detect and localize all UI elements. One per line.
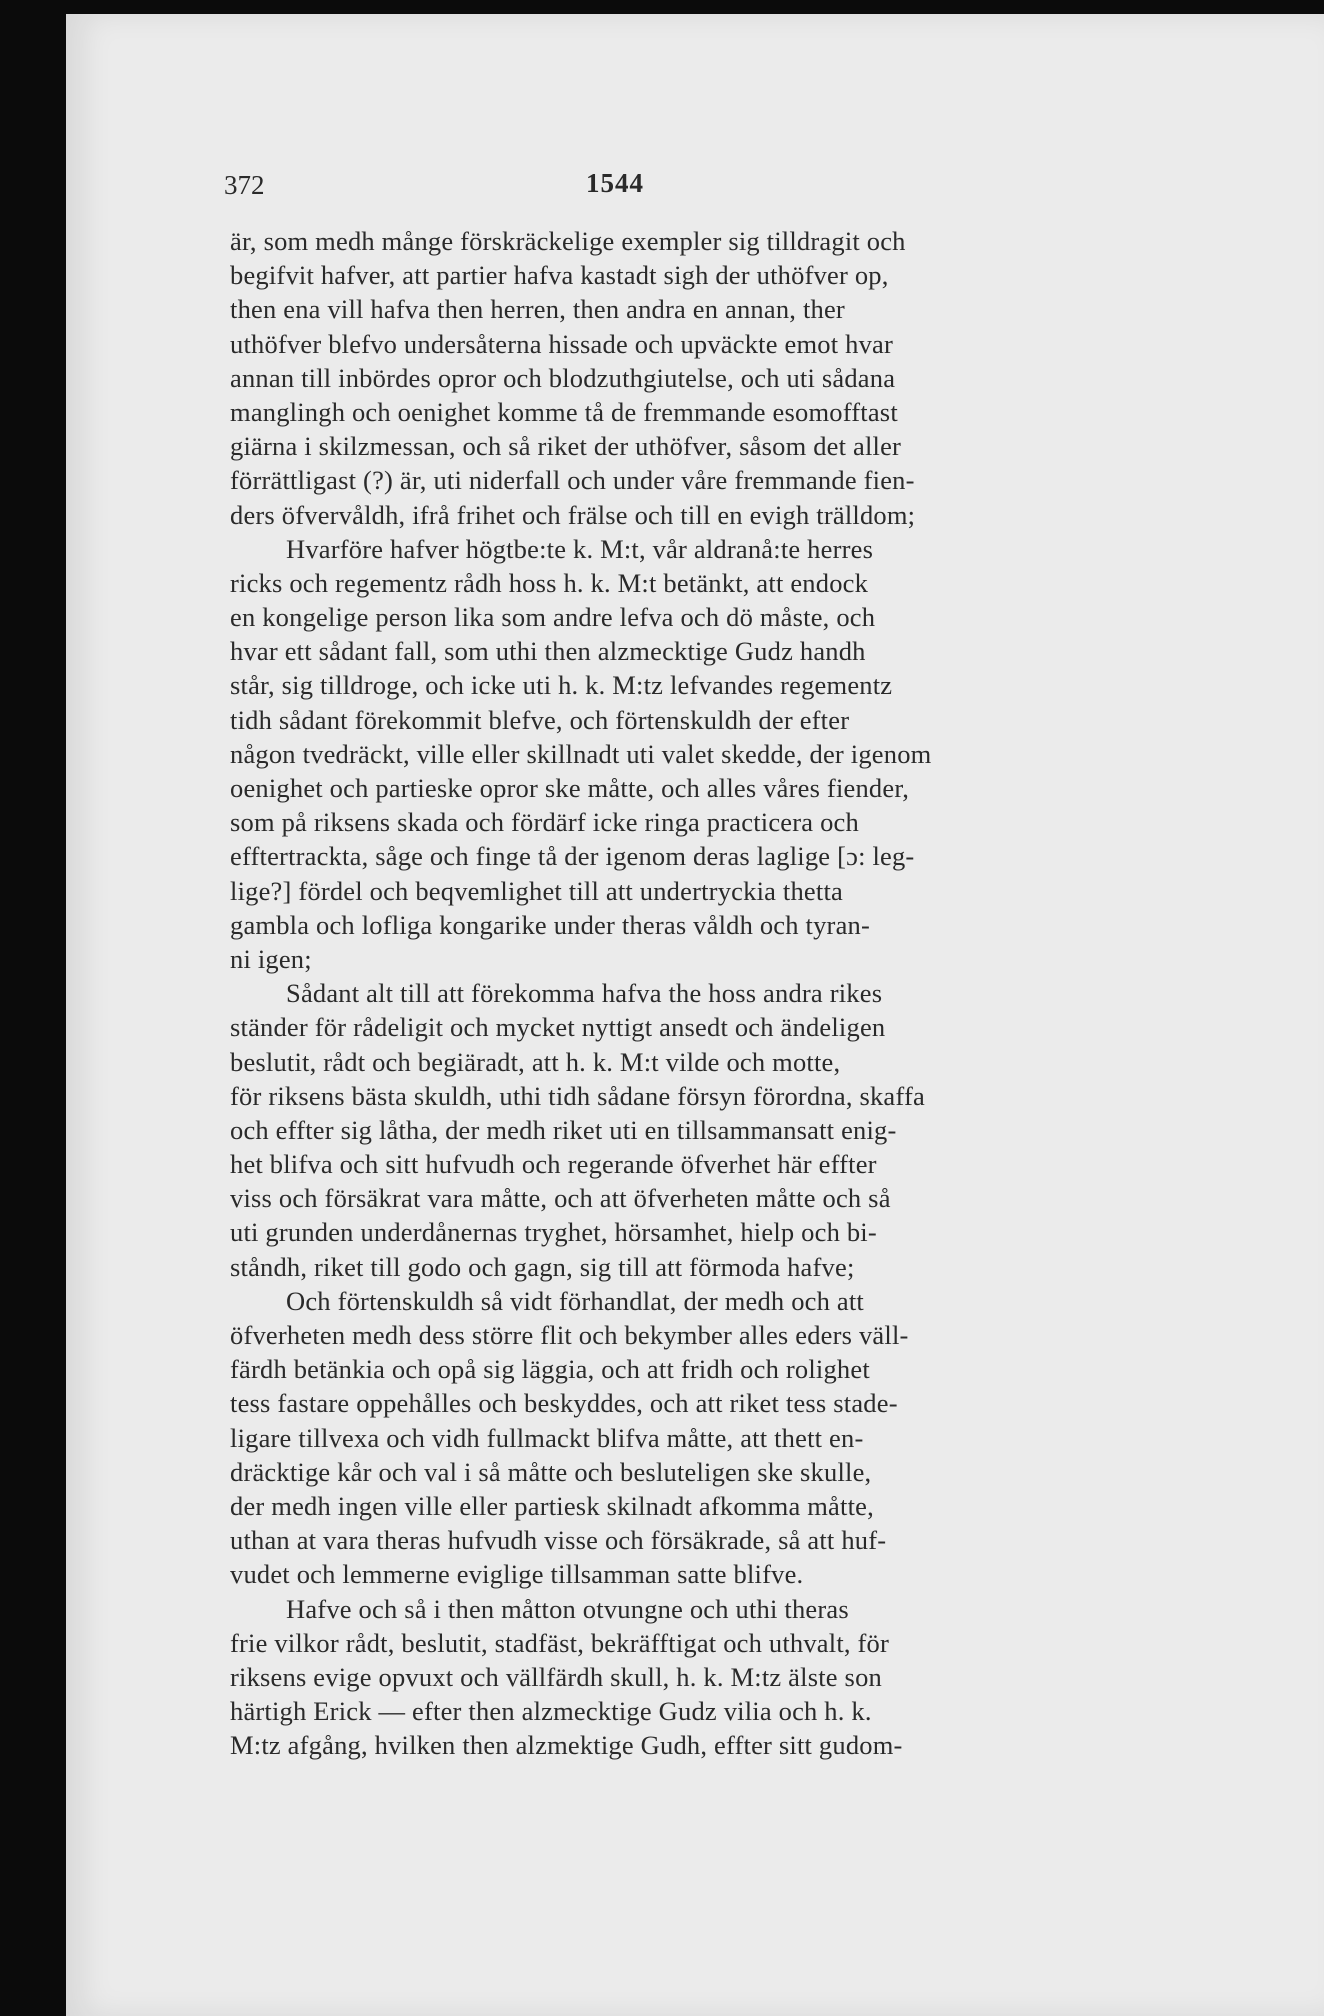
text-line: uthöfver blefvo undersåterna hissade och upväckte emot hvar [230, 328, 894, 359]
text-line: för riksens bästa skuldh, uthi tidh sådane försyn förordna, skaffa [230, 1080, 925, 1111]
text-line: viss och försäkrat vara måtte, och att öfverheten måtte och så [230, 1183, 891, 1214]
text-line: hvar ett sådant fall, som uthi then alzmecktige Gudz handh [230, 636, 866, 667]
text-line: ståndh, riket till godo och gagn, sig till att förmoda hafve; [230, 1251, 855, 1282]
text-line: manglingh och oenighet komme tå de fremmande esomofftast [230, 396, 898, 427]
text-line: der medh ingen ville eller partiesk skilnadt afkomma måtte, [230, 1490, 874, 1521]
text-line: uti grunden underdånernas tryghet, hörsamhet, hielp och bi- [230, 1217, 877, 1248]
text-line: står, sig tilldroge, och icke uti h. k. M:tz lefvandes regementz [230, 670, 893, 701]
text-line: ni igen; [230, 943, 312, 974]
text-line: ständer för rådeligit och mycket nyttigt ansedt och ändeligen [230, 1012, 886, 1043]
text-line: en kongelige person lika som andre lefva och dö måste, och [230, 602, 876, 633]
text-line: ligare tillvexa och vidh fullmackt blifva måtte, att thett en- [230, 1422, 864, 1453]
text-line: annan till inbördes opror och blodzuthgiutelse, och uti sådana [230, 362, 896, 393]
text-line: någon tvedräckt, ville eller skillnadt uti valet skedde, der igenom [230, 738, 932, 769]
text-line: tidh sådant förekommit blefve, och förtenskuldh der efter [230, 704, 850, 735]
running-head-year: 1544 [586, 168, 644, 198]
text-line: lige?] fördel och beqvemlighet till att undertryckia thetta [230, 875, 843, 906]
text-line: M:tz afgång, hvilken then alzmektige Gudh, effter sitt gudom- [230, 1730, 903, 1761]
text-line: är, som medh månge förskräckelige exempler sig tilldragit och [230, 226, 906, 256]
text-line: begifvit hafver, att partier hafva kastadt sigh der uthöfver op, [230, 260, 889, 291]
text-line: gambla och lofliga kongarike under theras våldh och tyran- [230, 909, 871, 940]
text-line: oenighet och partieske opror ske måtte, och alles våres fiender, [230, 773, 910, 803]
text-line: Hvarföre hafver högtbe:te k. M:t, vår aldranå:te herres [286, 533, 874, 564]
text-line: tess fastare oppehålles och beskyddes, och att riket tess stade- [230, 1388, 898, 1419]
text-line: Och förtenskuldh så vidt förhandlat, der medh och att [286, 1285, 864, 1316]
text-line: giärna i skilzmessan, och så riket der uthöfver, såsom det aller [230, 431, 902, 462]
text-line: och effter sig låtha, der medh riket uti en tillsammansatt enig- [230, 1114, 897, 1145]
text-line: förrättligast (?) är, uti niderfall och under våre fremmande fien- [230, 465, 915, 496]
text-line: Hafve och så i then måtton otvungne och uthi theras [286, 1593, 849, 1624]
text-line: ders öfvervåldh, ifrå frihet och frälse och till en evigh trälldom; [230, 499, 916, 530]
text-line: riksens evige opvuxt och vällfärdh skull, h. k. M:tz älste son [230, 1661, 882, 1692]
text-line: then ena vill hafva then herren, then andra en annan, ther [230, 294, 845, 325]
text-line: öfverheten medh dess större flit och bekymber alles eders väll- [230, 1320, 909, 1350]
page-number: 372 [224, 170, 265, 200]
text-line: dräcktige kår och val i så måtte och besluteligen ske skulle, [230, 1456, 872, 1487]
text-line: vudet och lemmerne eviglige tillsamman satte blifve. [230, 1559, 804, 1590]
text-line: uthan at vara theras hufvudh visse och försäkrade, så att huf- [230, 1525, 887, 1556]
text-line: som på riksens skada och fördärf icke ringa practicera och [230, 807, 859, 838]
page-header [224, 152, 1064, 212]
text-line: ricks och regementz rådh hoss h. k. M:t betänkt, att endock [230, 567, 869, 598]
text-line: färdh betänkia och opå sig läggia, och att fridh och rolighet [230, 1354, 870, 1385]
text-line: beslutit, rådt och begiäradt, att h. k. M:t vilde och motte, [230, 1046, 841, 1077]
text-line: Sådant alt till att förekomma hafva the hoss andra rikes [286, 978, 883, 1009]
text-line: het blifva och sitt hufvudh och regerande öfverhet här effter [230, 1149, 877, 1180]
text-line: efftertrackta, såge och finge tå der igenom deras laglige [ɔ: leg- [230, 841, 915, 872]
text-line: frie vilkor rådt, beslutit, stadfäst, bekräfftigat och uthvalt, för [230, 1627, 890, 1658]
text-line: härtigh Erick — efter then alzmecktige Gudz vilia och h. k. [230, 1696, 872, 1727]
body-text [230, 224, 1188, 1762]
